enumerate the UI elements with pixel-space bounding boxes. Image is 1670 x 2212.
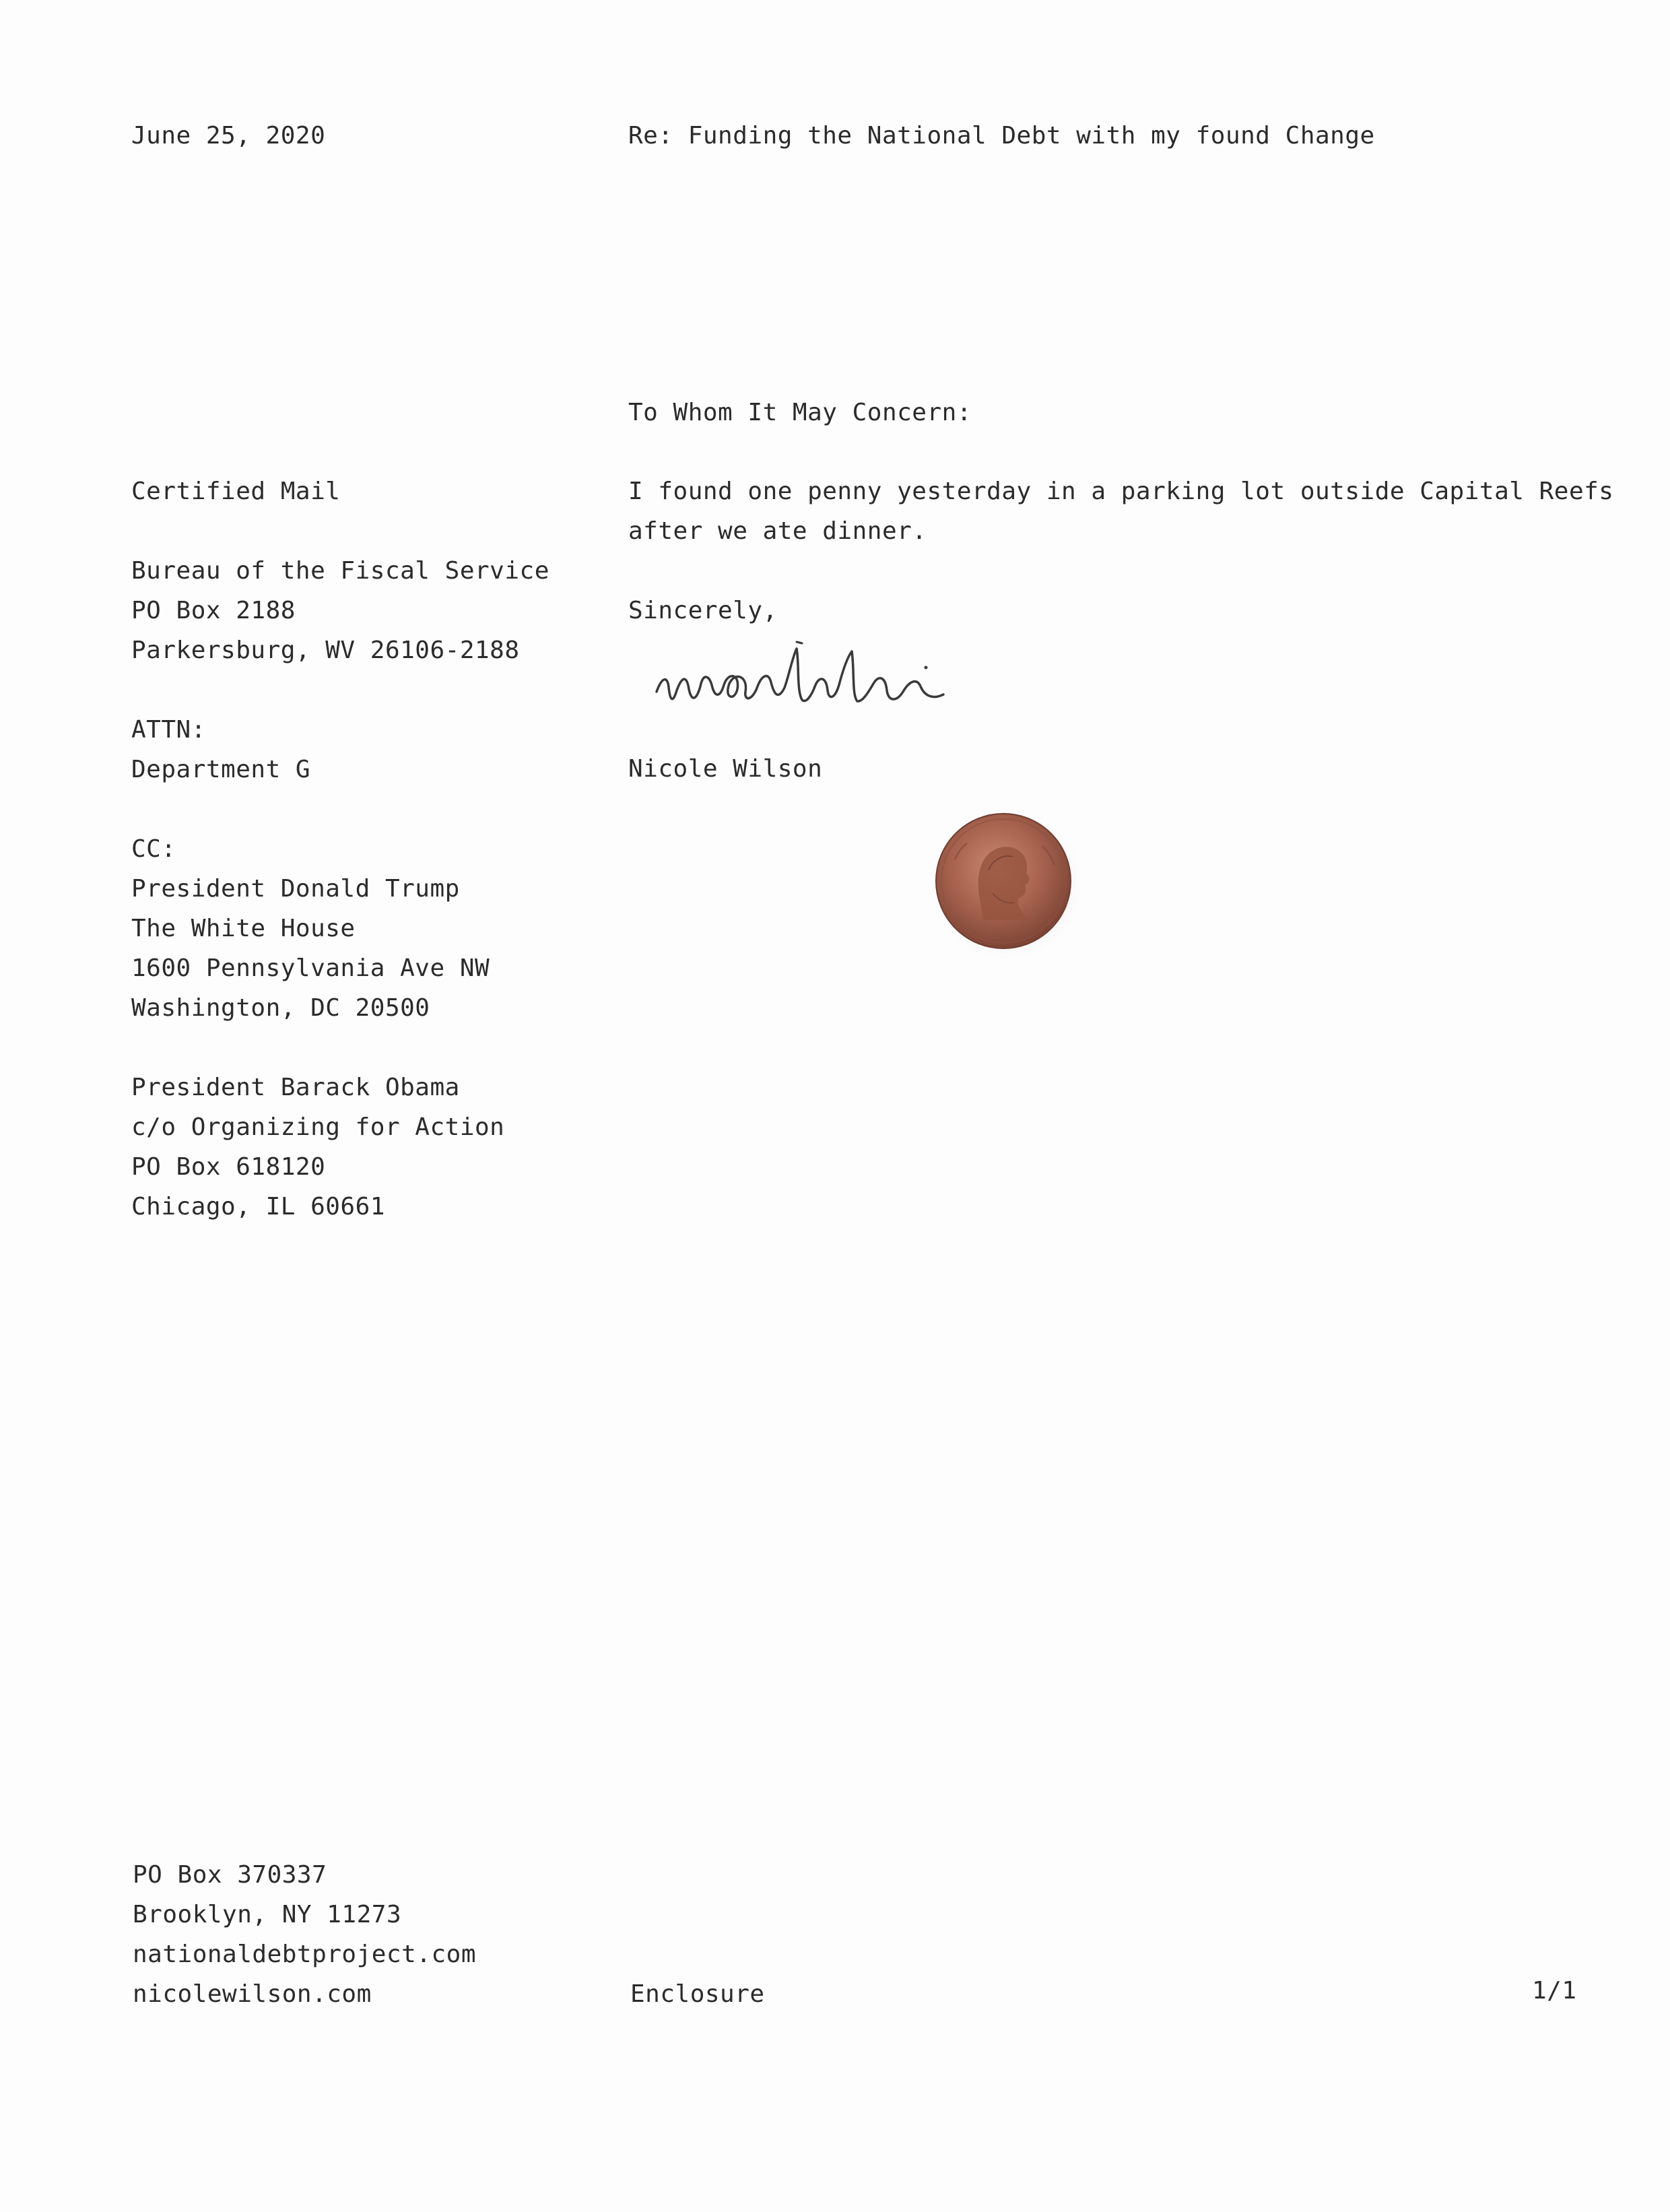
- letter-date: June 25, 2020: [131, 122, 326, 150]
- penny-coin-image: [928, 806, 1084, 962]
- sender-address: [133, 1855, 476, 2014]
- body-line-1: I found one penny yesterday in a parking lot outside Capital Reefs: [628, 478, 1614, 505]
- cc-label: CC:: [131, 835, 176, 863]
- sender-city: Brooklyn, NY 11273: [133, 1901, 402, 1928]
- attn-label: ATTN:: [131, 716, 206, 744]
- cc-2-city: Chicago, IL 60661: [131, 1193, 385, 1221]
- letter-body: [628, 471, 1613, 630]
- cc-1-city: Washington, DC 20500: [131, 994, 430, 1022]
- cc-1-street: 1600 Pennsylvania Ave NW: [131, 954, 490, 982]
- cc-2-name: President Barack Obama: [131, 1074, 460, 1101]
- cc-2-org: c/o Organizing for Action: [131, 1113, 505, 1141]
- signer-name: Nicole Wilson: [628, 755, 823, 783]
- closing: Sincerely,: [628, 597, 778, 624]
- sender-website-1: nationaldebtproject.com: [133, 1941, 476, 1968]
- recipient-block: [131, 471, 549, 1227]
- cc-1-org: The White House: [131, 915, 356, 942]
- letter-subject: Re: Funding the National Debt with my found Change: [628, 122, 1375, 150]
- signature-image: [650, 637, 987, 721]
- attn-department: Department G: [131, 756, 311, 783]
- body-line-2: after we ate dinner.: [628, 517, 927, 545]
- page-number: 1/1: [1532, 1977, 1577, 2005]
- recipient-name: Bureau of the Fiscal Service: [131, 557, 549, 585]
- cc-1-name: President Donald Trump: [131, 875, 460, 903]
- sender-website-2: nicolewilson.com: [133, 1980, 372, 2008]
- cc-2-po-box: PO Box 618120: [131, 1153, 326, 1181]
- salutation: To Whom It May Concern:: [628, 399, 972, 426]
- enclosure-note: Enclosure: [630, 1980, 765, 2008]
- sender-po-box: PO Box 370337: [133, 1861, 327, 1889]
- recipient-city: Parkersburg, WV 26106-2188: [131, 637, 520, 664]
- recipient-po-box: PO Box 2188: [131, 597, 296, 624]
- delivery-method: Certified Mail: [131, 478, 341, 505]
